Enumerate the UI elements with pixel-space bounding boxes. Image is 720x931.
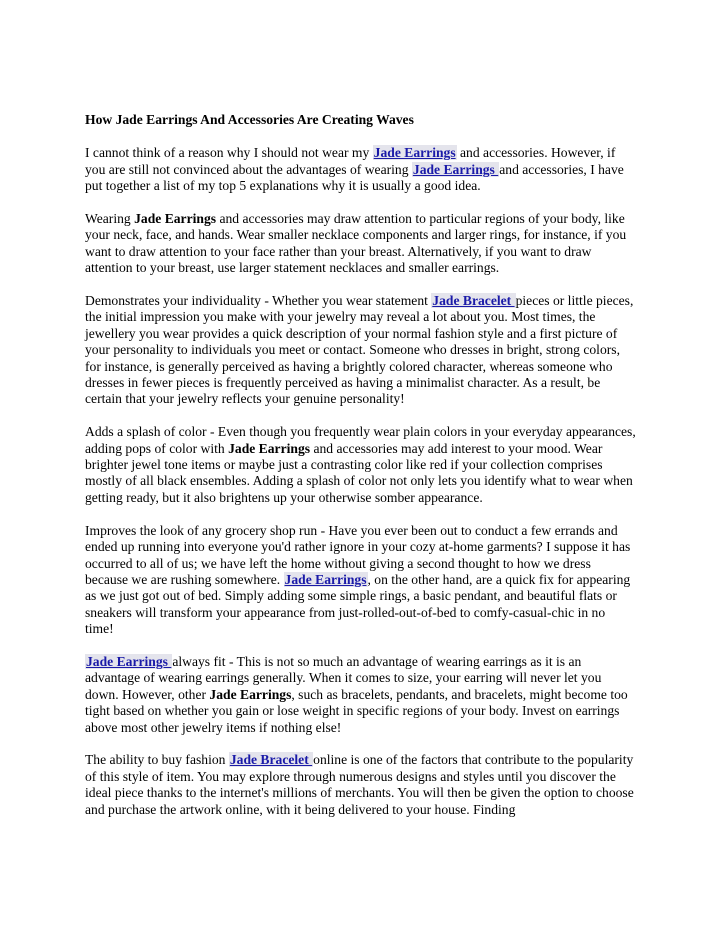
paragraph-text: , on the other hand, are a quick fix for appearing as we just got out of bed. Simply adding some simple rings, a basic pendant, and beautiful flats or sneakers will transform your appearance from just-rolled-out-of-bed to comfy-casual-chic in no time! (85, 571, 631, 637)
paragraph-text: and accessories, I have put together a list of my top 5 explanations why it is usually a good idea. (85, 161, 624, 194)
bold-keyword: Jade Earrings (209, 686, 292, 702)
body-paragraph (85, 145, 637, 194)
bold-keyword: Jade Earrings (228, 440, 311, 456)
paragraph-list (85, 145, 637, 818)
paragraph-text: and accessories may add interest to your mood. Wear brighter jewel tone items or maybe just a contrasting color like red if your collection comprises mostly of all black ensembles. Adding a splash of color not only lets you identify what to wear when getting ready, but it also brightens up your otherwise somber appearance. (85, 440, 633, 505)
body-paragraph (85, 654, 637, 736)
paragraph-text: online is one of the factors that contribute to the popularity of this style of item. You may explore through numerous designs and styles until you discover the ideal piece thanks to the internet's millions of merchants. You will then be given the option to choose and purchase the artwork online, with it being delivered to your house. Finding (85, 752, 634, 817)
paragraph-text: and accessories may draw attention to particular regions of your body, like your neck, face, and hands. Wear smaller necklace components and larger rings, for instance, if you want to draw attention to your face rather than your breast. Alternatively, if you want to draw attention to your breast, use larger statement necklaces and smaller earrings. (85, 211, 627, 276)
paragraph-text: , such as bracelets, pendants, and bracelets, might become too tight based on whether you gain or lose weight in specific regions of your body. Invest on earrings above most other jewelry items if nothing else! (85, 686, 628, 735)
product-link[interactable]: Jade Bracelet (229, 752, 313, 768)
paragraph-text: I cannot think of a reason why I should not wear my (85, 145, 373, 161)
product-link[interactable]: Jade Earrings (373, 145, 456, 161)
body-paragraph (85, 424, 637, 506)
product-link[interactable]: Jade Bracelet (432, 293, 515, 309)
product-link[interactable]: Jade Earrings (412, 161, 499, 177)
body-paragraph (85, 752, 637, 818)
paragraph-text: Demonstrates your individuality - Whether you wear statement (85, 293, 432, 309)
document-body (85, 112, 637, 834)
document-title: How Jade Earrings And Accessories Are Creating Waves (85, 112, 414, 127)
body-paragraph (85, 293, 637, 408)
product-link[interactable]: Jade Earrings (284, 571, 367, 587)
paragraph-text: pieces or little pieces, the initial impression you make with your jewelry may reveal a lot about you. Most times, the jewellery you wear provides a quick description of your normal fashion style and a first picture of your personality to individuals you meet or contact. Someone who dresses in bright, strong colors, for instance, is generally perceived as having a brightly colored character, whereas someone who dresses in fewer pieces is frequently perceived as having a minimalist character. As a result, be certain that your jewelry reflects your genuine personality! (85, 293, 634, 407)
paragraph-text: and accessories. However, if you are still not convinced about the advantages of wearing (85, 145, 616, 177)
paragraph-text: The ability to buy fashion (85, 752, 229, 768)
paragraph-text: Wearing (85, 211, 135, 227)
bold-keyword: Jade Earrings (134, 211, 217, 227)
paragraph-text: always fit - This is not so much an advantage of wearing earrings as it is an advantage of wearing earrings generally. When it comes to size, your earring will never let you down. However, other (85, 653, 602, 702)
paragraph-text: Improves the look of any grocery shop run - Have you ever been out to conduct a few errands and ended up running into everyone you'd rather ignore in your cozy at-home garments? I suppose it has occurred to all of us; we have left the home without giving a second thought to how we dress because we are rushing somewhere. (85, 522, 631, 587)
body-paragraph (85, 211, 637, 277)
body-paragraph (85, 523, 637, 638)
paragraph-text: Adds a splash of color - Even though you frequently wear plain colors in your everyday appearances, adding pops of color with (85, 424, 636, 456)
product-link[interactable]: Jade Earrings (86, 653, 172, 669)
